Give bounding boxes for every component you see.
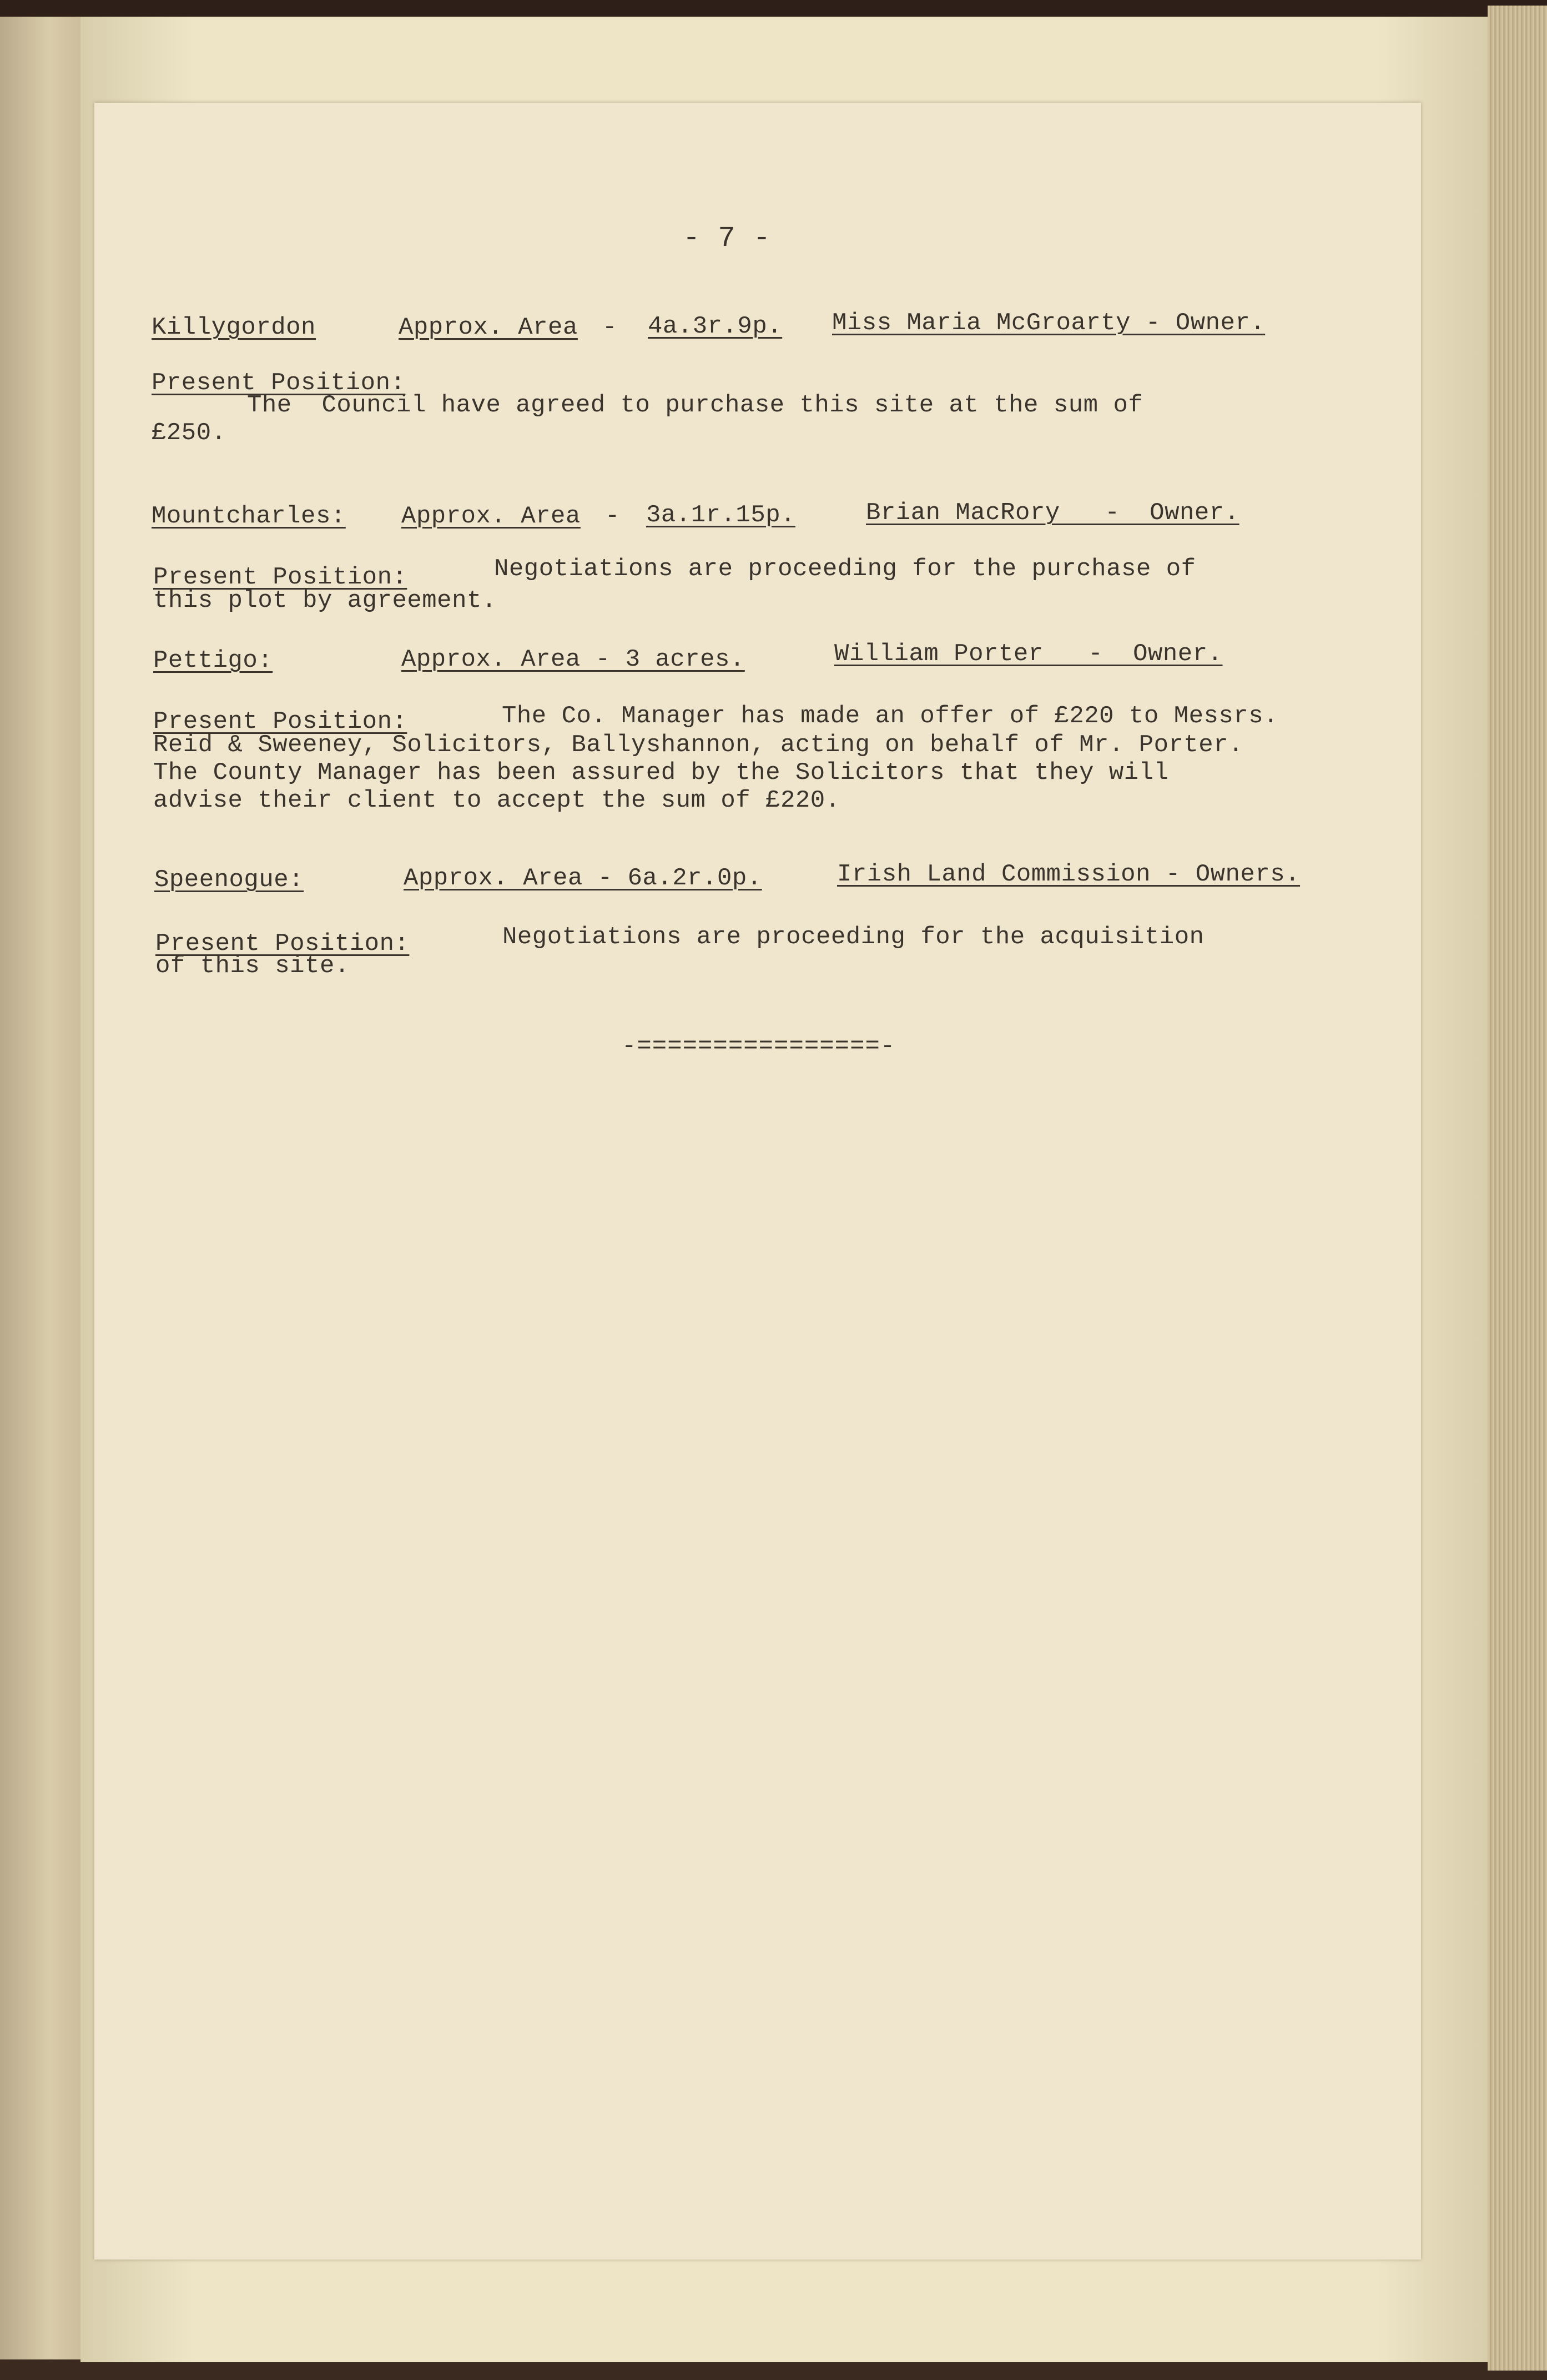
entry-area-dash: -	[605, 502, 620, 530]
entry-position-heading: Present Position:	[153, 563, 407, 591]
entry-place: Killygordon	[152, 314, 316, 341]
entry-position-heading: Present Position:	[152, 369, 406, 397]
entry-area: Approx. Area	[399, 314, 578, 341]
entry-position-line: £250.	[152, 419, 226, 447]
entry-owner: William Porter - Owner.	[834, 640, 1223, 668]
entry-position-line: of this site.	[155, 952, 350, 980]
entry-place: Mountcharles:	[152, 502, 346, 530]
left-facing-page	[0, 17, 90, 2359]
entry-place: Pettigo:	[153, 647, 273, 675]
entry-owner: Brian MacRory - Owner.	[866, 499, 1239, 527]
entry-area-value: 4a.3r.9p.	[648, 313, 783, 340]
page-edges	[1488, 6, 1547, 2371]
entry-position-line: The Council have agreed to purchase this site at the sum of	[247, 391, 1143, 419]
entry-position-heading: Present Position:	[153, 708, 407, 736]
end-rule: -================-	[622, 1033, 896, 1060]
entry-area: Approx. Area	[401, 502, 581, 530]
entry-owner: Miss Maria McGroarty - Owner.	[832, 309, 1266, 337]
entry-area: Approx. Area - 6a.2r.0p.	[404, 864, 762, 892]
entry-position-line: The County Manager has been assured by the Solicitors that they will	[153, 759, 1169, 787]
typed-sheet	[94, 103, 1421, 2260]
entry-position-line: advise their client to accept the sum of £220.	[153, 787, 840, 814]
entry-position-heading: Present Position:	[155, 930, 410, 958]
entry-position-line: Negotiations are proceeding for the acquisition	[502, 923, 1205, 951]
page-number: - 7 -	[683, 222, 771, 255]
entry-place: Speenogue:	[154, 866, 304, 894]
entry-owner: Irish Land Commission - Owners.	[837, 861, 1301, 888]
entry-position-line: Reid & Sweeney, Solicitors, Ballyshannon, acting on behalf of Mr. Porter.	[153, 731, 1244, 759]
entry-position-line: Negotiations are proceeding for the purchase of	[494, 555, 1196, 583]
entry-area-dash: -	[602, 314, 617, 341]
entry-area: Approx. Area - 3 acres.	[401, 646, 745, 673]
entry-area-value: 3a.1r.15p.	[646, 501, 796, 529]
entry-position-line: The Co. Manager has made an offer of £220 to Messrs.	[502, 702, 1279, 730]
entry-position-line: this plot by agreement.	[153, 587, 497, 615]
